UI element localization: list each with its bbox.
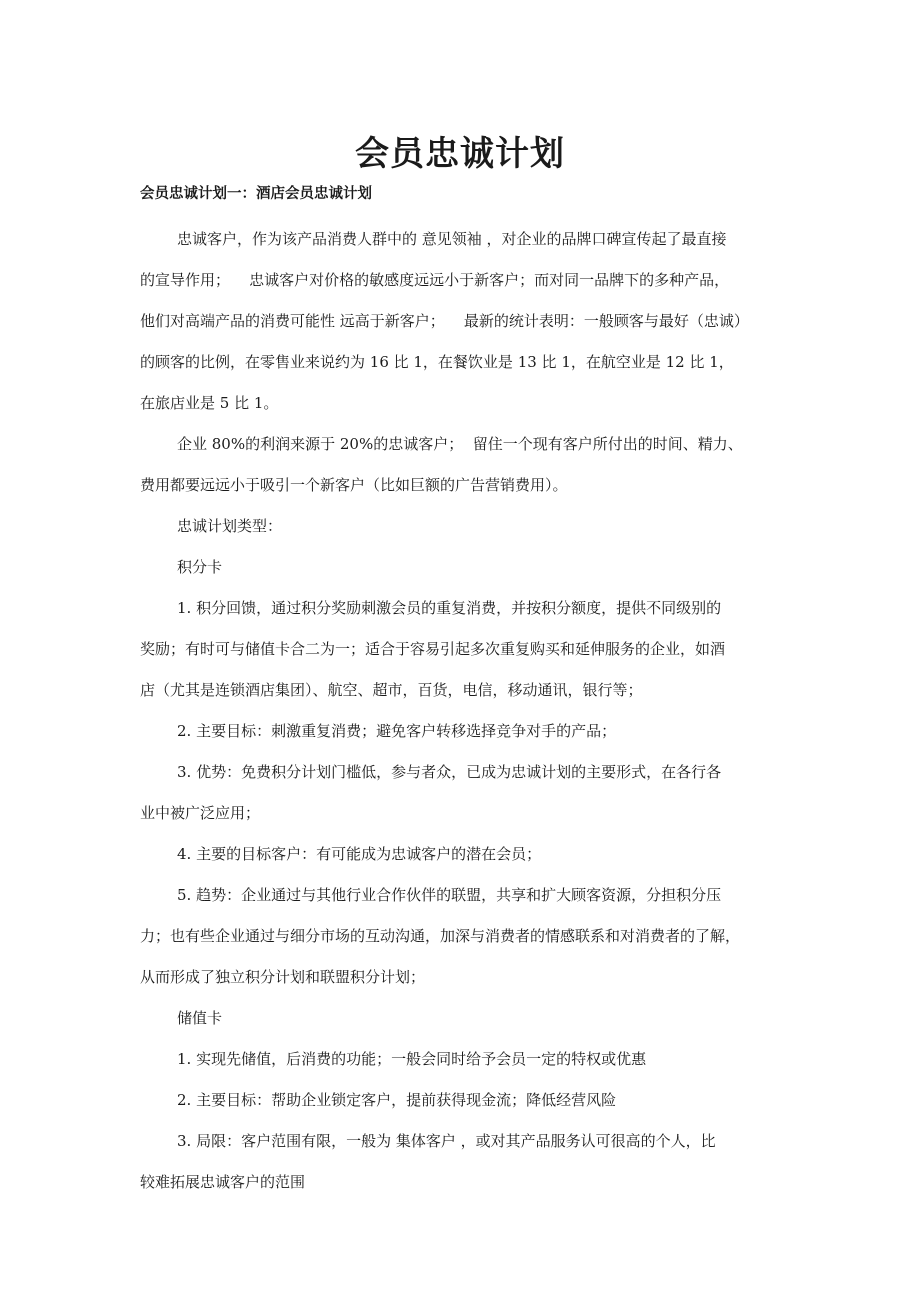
body-paragraph [140,506,792,547]
paragraph-line: 较难拓展忠诚客户的范围 [140,1173,306,1191]
paragraph-line: 他们对高端产品的消费可能性 远高于新客户； 最新的统计表明：一般顾客与最好（忠诚） [140,312,749,330]
paragraph-line: 3. 优势：免费积分计划门槛低，参与者众，已成为忠诚计划的主要形式，在各行各 [177,763,722,781]
document-title: 会员忠诚计划 [355,134,565,174]
body-paragraph [140,998,792,1039]
paragraph-line: 从而形成了独立积分计划和联盟积分计划； [140,968,426,986]
paragraph-line: 1. 积分回馈，通过积分奖励刺激会员的重复消费，并按积分额度，提供不同级别的 [177,599,722,617]
paragraph-line: 忠诚客户，作为该产品消费人群中的 意见领袖 ，对企业的品牌口碑宣传起了最直接 [177,230,727,248]
body-paragraph [140,711,792,752]
paragraph-line: 积分卡 [177,558,223,576]
paragraph-line: 企业 80%的利润来源于 20%的忠诚客户； 留住一个现有客户所付出的时间、精力、 [177,435,743,453]
paragraph-line: 奖励；有时可与储值卡合二为一；适合于容易引起多次重复购买和延伸服务的企业，如酒 [140,640,726,658]
paragraph-line: 的顾客的比例，在零售业来说约为 16 比 1，在餐饮业是 13 比 1，在航空业是 12 比 1， [140,353,734,371]
body-paragraph [140,1080,792,1121]
body-paragraph [140,1039,792,1080]
paragraph-line: 费用都要远远小于吸引一个新客户（比如巨额的广告营销费用）。 [140,476,568,494]
paragraph-line: 5. 趋势：企业通过与其他行业合作伙伴的联盟，共享和扩大顾客资源，分担积分压 [177,886,722,904]
body-paragraph [140,875,792,998]
body-paragraph [140,424,792,506]
paragraph-line: 2. 主要目标：帮助企业锁定客户，提前获得现金流；降低经营风险 [177,1091,617,1109]
paragraph-line: 力；也有些企业通过与细分市场的互动沟通，加深与消费者的情感联系和对消费者的了解， [140,927,741,945]
paragraph-line: 4. 主要的目标客户：有可能成为忠诚客户的潜在会员； [177,845,542,863]
paragraph-line: 业中被广泛应用； [140,804,261,822]
body-paragraph [140,834,792,875]
body-paragraph [140,219,792,424]
paragraph-line: 店（尤其是连锁酒店集团）、航空、超市，百货，电信，移动通讯，银行等； [140,681,643,699]
paragraph-line: 1. 实现先储值，后消费的功能；一般会同时给予会员一定的特权或优惠 [177,1050,647,1068]
document-body [140,219,792,1203]
body-paragraph [140,752,792,834]
paragraph-line: 忠诚计划类型： [177,517,283,535]
body-paragraph [140,588,792,711]
paragraph-line: 储值卡 [177,1009,223,1027]
section-heading: 会员忠诚计划一：酒店会员忠诚计划 [140,186,372,202]
body-paragraph [140,1121,792,1203]
paragraph-line: 的宣导作用； 忠诚客户对价格的敏感度远远小于新客户；而对同一品牌下的多种产品， [140,271,730,289]
paragraph-line: 2. 主要目标：刺激重复消费；避免客户转移选择竞争对手的产品； [177,722,617,740]
body-paragraph [140,547,792,588]
paragraph-line: 3. 局限：客户范围有限，一般为 集体客户 ，或对其产品服务认可很高的个人，比 [177,1132,716,1150]
paragraph-line: 在旅店业是 5 比 1。 [140,394,279,412]
